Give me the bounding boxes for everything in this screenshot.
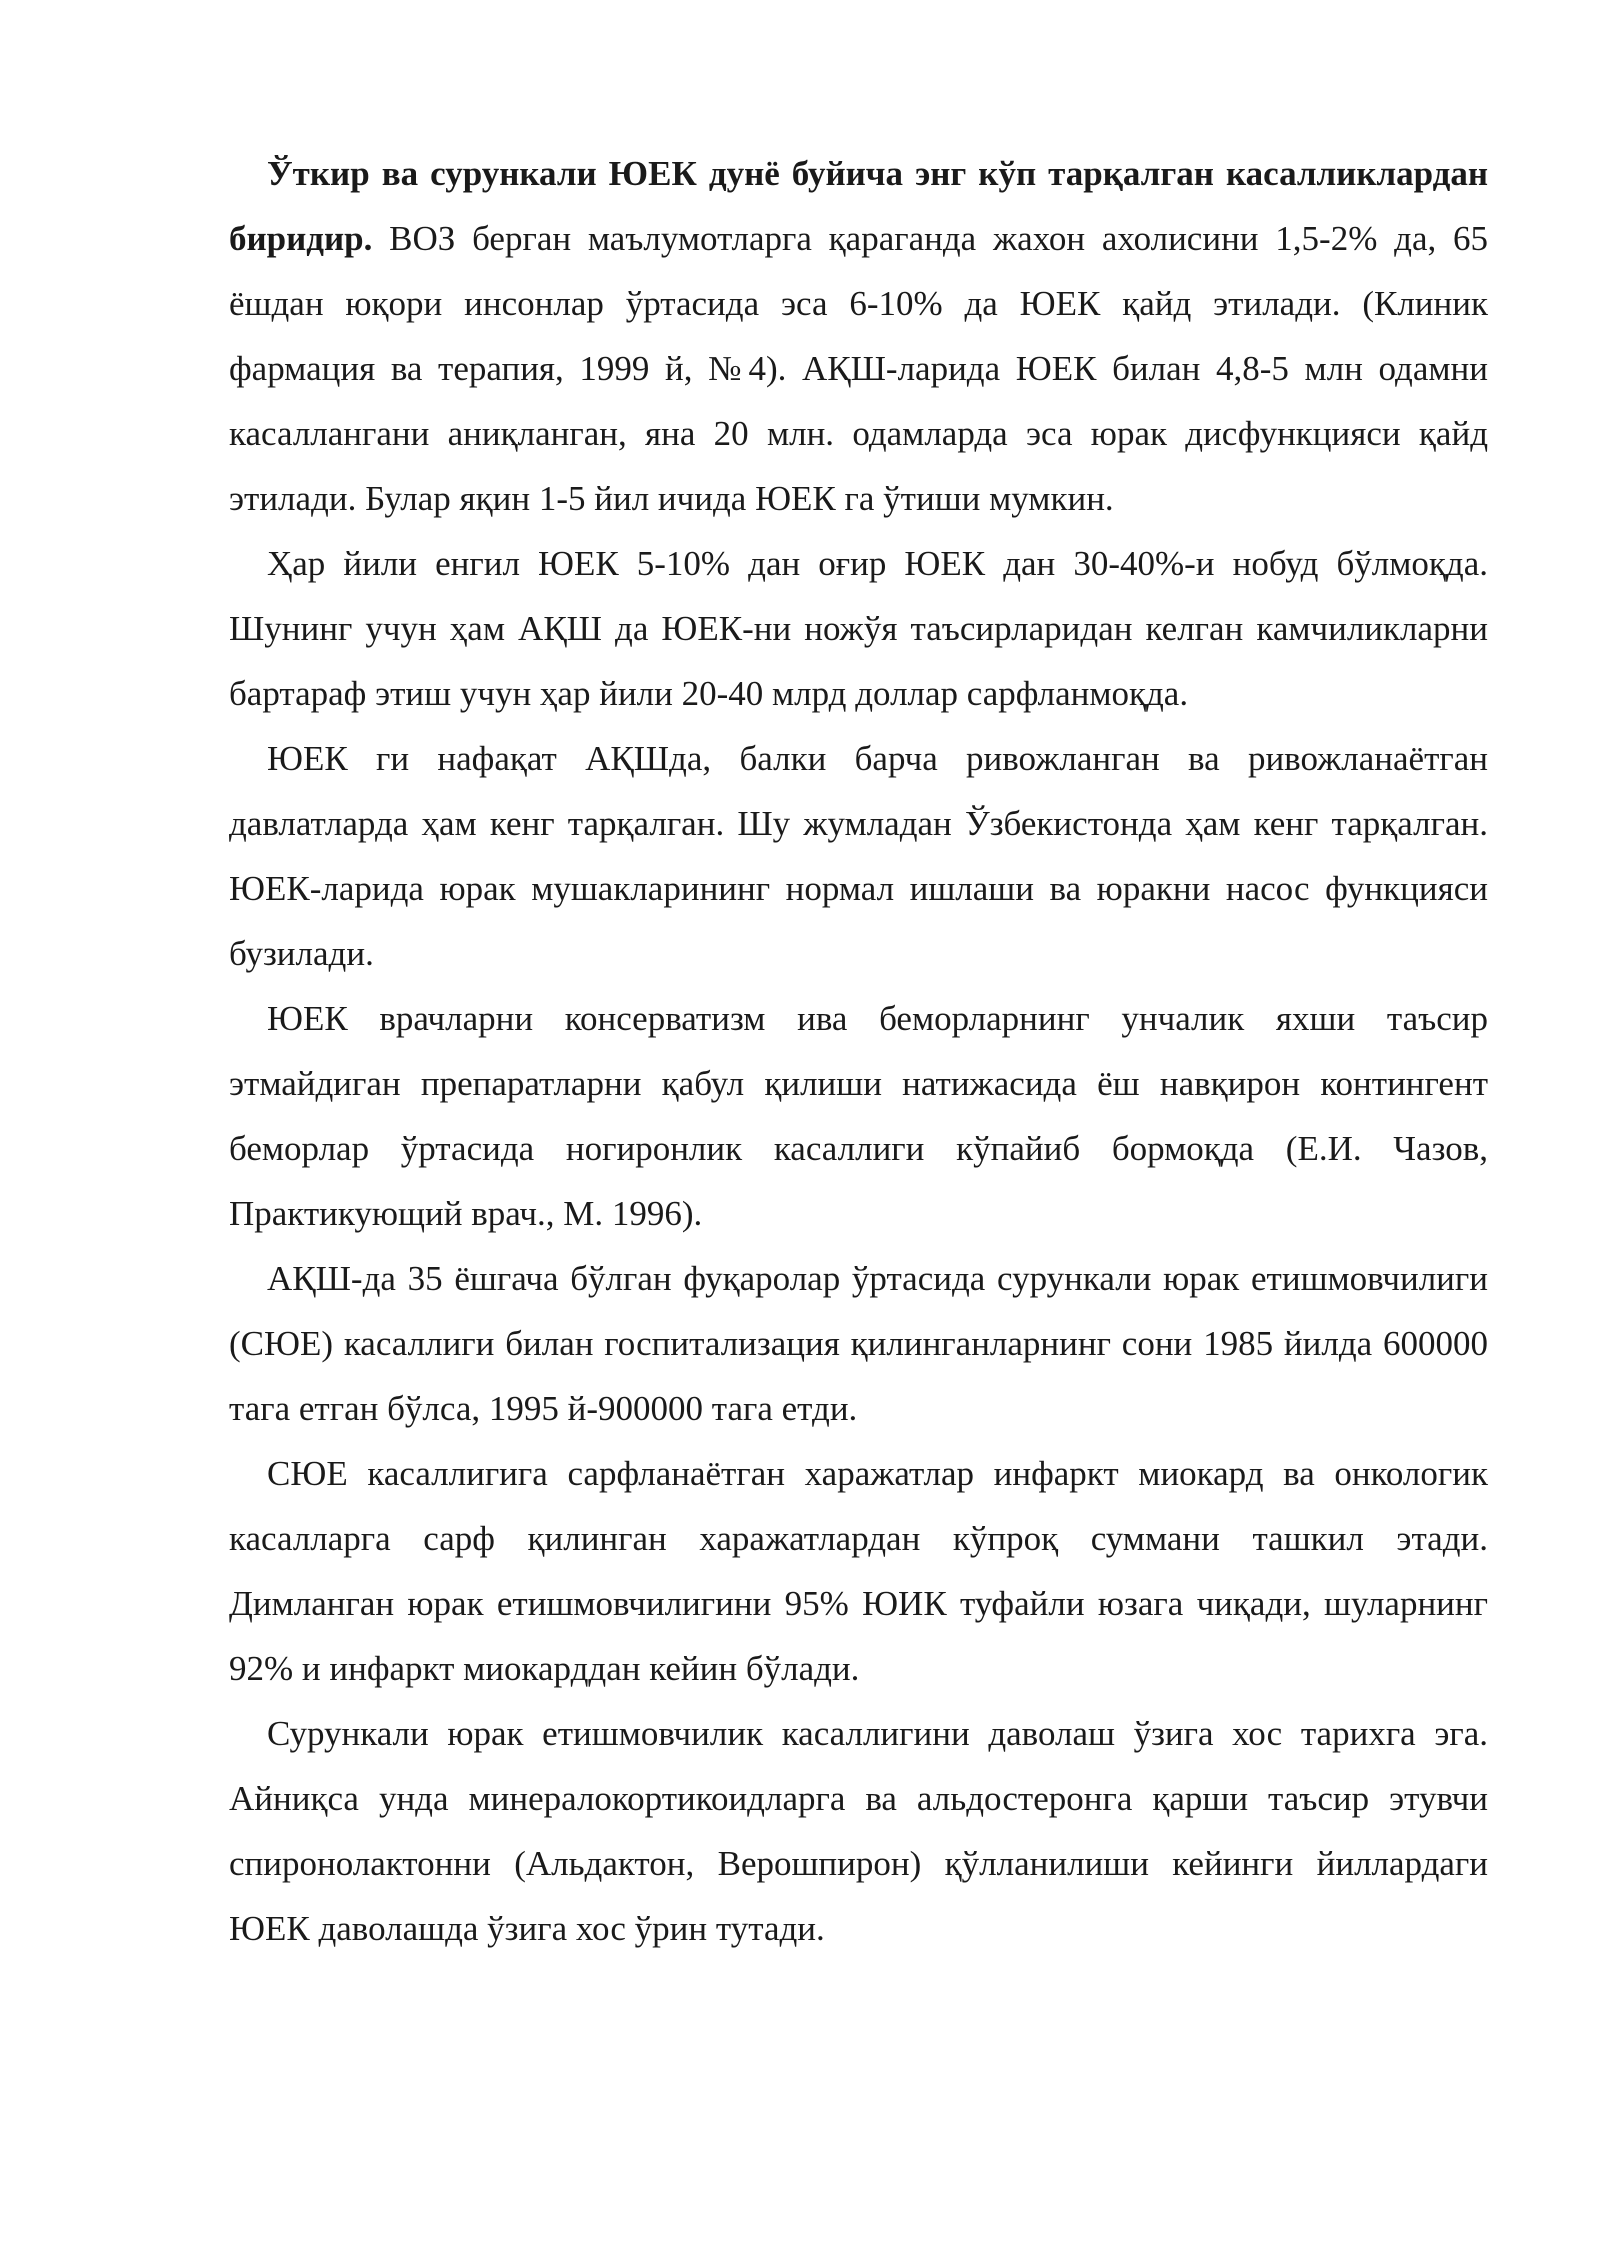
paragraph-lead-bold: Ўткир ва сурункали ЮЕК дунё буйича энг кўп тарқалган касалликлардан биридир.: [229, 154, 1488, 258]
paragraph-7: Сурункали юрак етишмовчилик касаллигини даволаш ўзига хос тарихга эга. Айниқса унда минералокортикоидларга ва альдостеронга қарши таъсир этувчи спиронолактонни (Альдактон, Верошпирон) қўлланилиши кейинги йиллардаги ЮЕК даволашда ўзига хос ўрин тутади.: [229, 1714, 1488, 1948]
paragraph-6: СЮЕ касаллигига сарфланаётган харажатлар инфаркт миокард ва онкологик касалларга сарф қилинган харажатлардан кўпроқ суммани ташкил этади. Димланган юрак етишмовчилигини 95% ЮИК туфайли юзага чиқади, шуларнинг 92% и инфаркт миокарддан кейин бўлади.: [229, 1454, 1488, 1688]
paragraph-4: ЮЕК врачларни консерватизм ива беморларнинг унчалик яхши таъсир этмайдиган препаратларни қабул қилиши натижасида ёш навқирон контингент беморлар ўртасида ногиронлик касаллиги кўпайиб бормоқда (Е.И. Чазов, Практикующий врач., М. 1996).: [229, 999, 1488, 1233]
paragraph-2: Ҳар йили енгил ЮЕК 5-10% дан оғир ЮЕК дан 30-40%-и нобуд бўлмоқда. Шунинг учун ҳам АҚШ да ЮЕК-ни ножўя таъсирларидан келган камчиликларни бартараф этиш учун ҳар йили 20-40 млрд доллар сарфланмоқда.: [229, 544, 1488, 713]
paragraph-1-text: ВОЗ берган маълумотларга қараганда жахон ахолисини 1,5-2% да, 65 ёшдан юқори инсонлар ўртасида эса 6-10% да ЮЕК қайд этилади. (Клиник фармация ва терапия, 1999 й, №4). АҚШ-ларида ЮЕК билан 4,8-5 млн одамни касаллангани аниқланган, яна 20 млн. одамларда эса юрак дисфункцияси қайд этилади. Булар яқин 1-5 йил ичида ЮЕК га ўтиши мумкин.: [229, 219, 1488, 518]
paragraph-5: АҚШ-да 35 ёшгача бўлган фуқаролар ўртасида сурункали юрак етишмовчилиги (СЮЕ) касаллиги билан госпитализация қилинганларнинг сони 1985 йилда 600000 тага етган бўлса, 1995 й-900000 тага етди.: [229, 1259, 1488, 1428]
document-page: [229, 141, 1488, 1961]
paragraph-3: ЮЕК ги нафақат АҚШда, балки барча ривожланган ва ривожланаётган давлатларда ҳам кенг тарқалган. Шу жумладан Ўзбекистонда ҳам кенг тарқалган. ЮЕК-ларида юрак мушакларининг нормал ишлаши ва юракни насос функцияси бузилади.: [229, 739, 1488, 973]
paragraph-1: [229, 141, 1488, 531]
